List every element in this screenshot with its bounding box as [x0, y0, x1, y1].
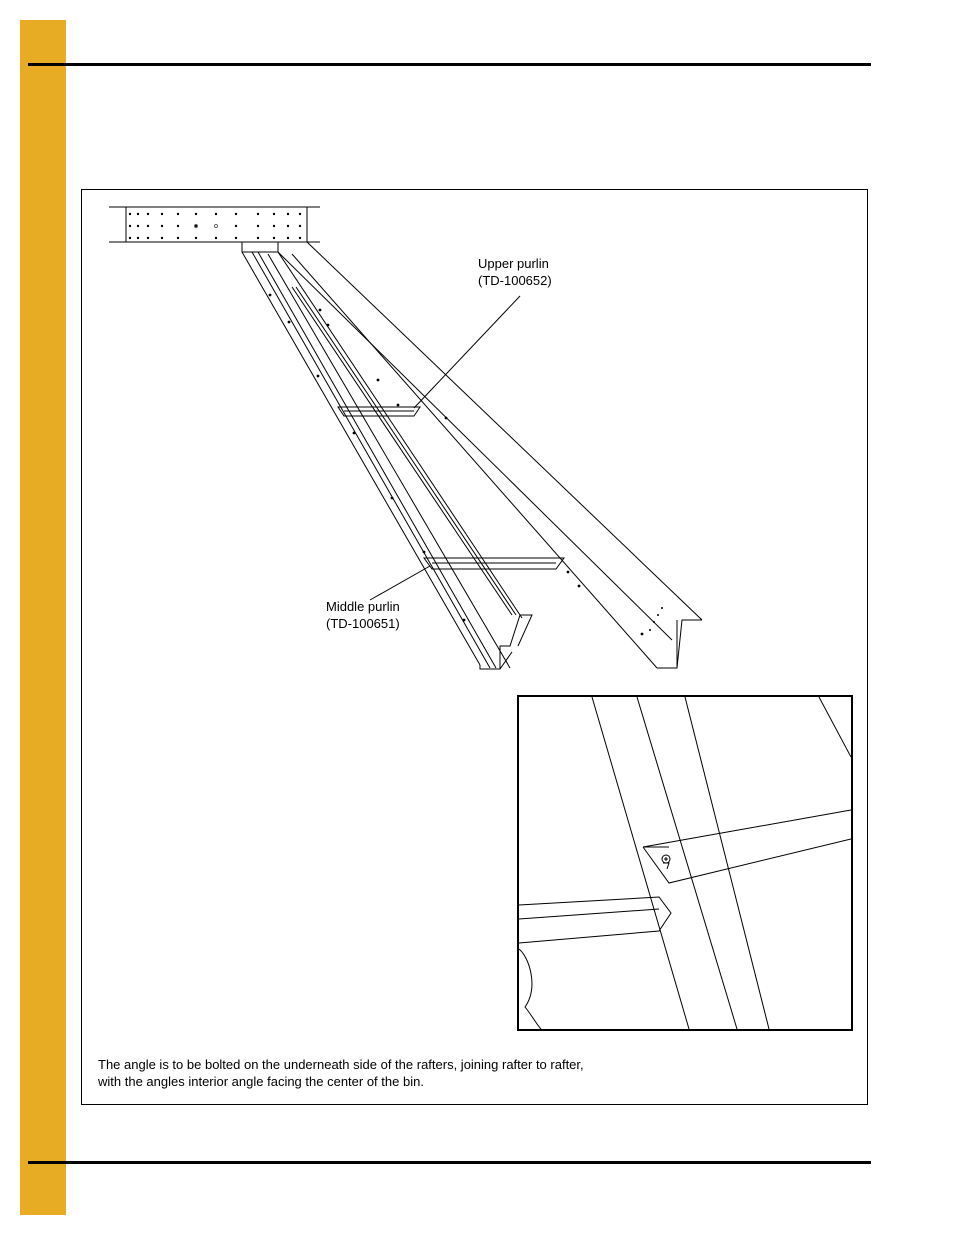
- footer-rule: [28, 1161, 871, 1164]
- rafter-bolt-holes: [269, 294, 644, 636]
- upper-purlin-label: [478, 255, 552, 289]
- upper-purlin-leader: [414, 296, 520, 408]
- detail-drawing: [519, 697, 851, 1029]
- figure-box: [81, 189, 868, 1105]
- caption-line-2: with the angles interior angle facing the center of the bin.: [98, 1074, 424, 1089]
- figure-caption: [98, 1056, 658, 1090]
- middle-purlin: [424, 558, 564, 569]
- compression-ring: [109, 207, 320, 252]
- middle-purlin-label: [326, 598, 400, 632]
- caption-line-1: The angle is to be bolted on the underneath side of the rafters, joining rafter to rafter,: [98, 1057, 584, 1072]
- upper-purlin: [338, 407, 420, 416]
- bolt-icon: [662, 855, 670, 869]
- middle-purlin-name: Middle purlin: [326, 599, 400, 614]
- middle-purlin-leader: [370, 566, 430, 600]
- middle-purlin-part-number: (TD-100651): [326, 616, 400, 631]
- header-rule: [28, 63, 871, 66]
- upper-purlin-part-number: (TD-100652): [478, 273, 552, 288]
- detail-inset: [517, 695, 853, 1031]
- side-tab-fill: [20, 20, 66, 1215]
- upper-purlin-name: Upper purlin: [478, 256, 549, 271]
- side-tab: [20, 20, 66, 1215]
